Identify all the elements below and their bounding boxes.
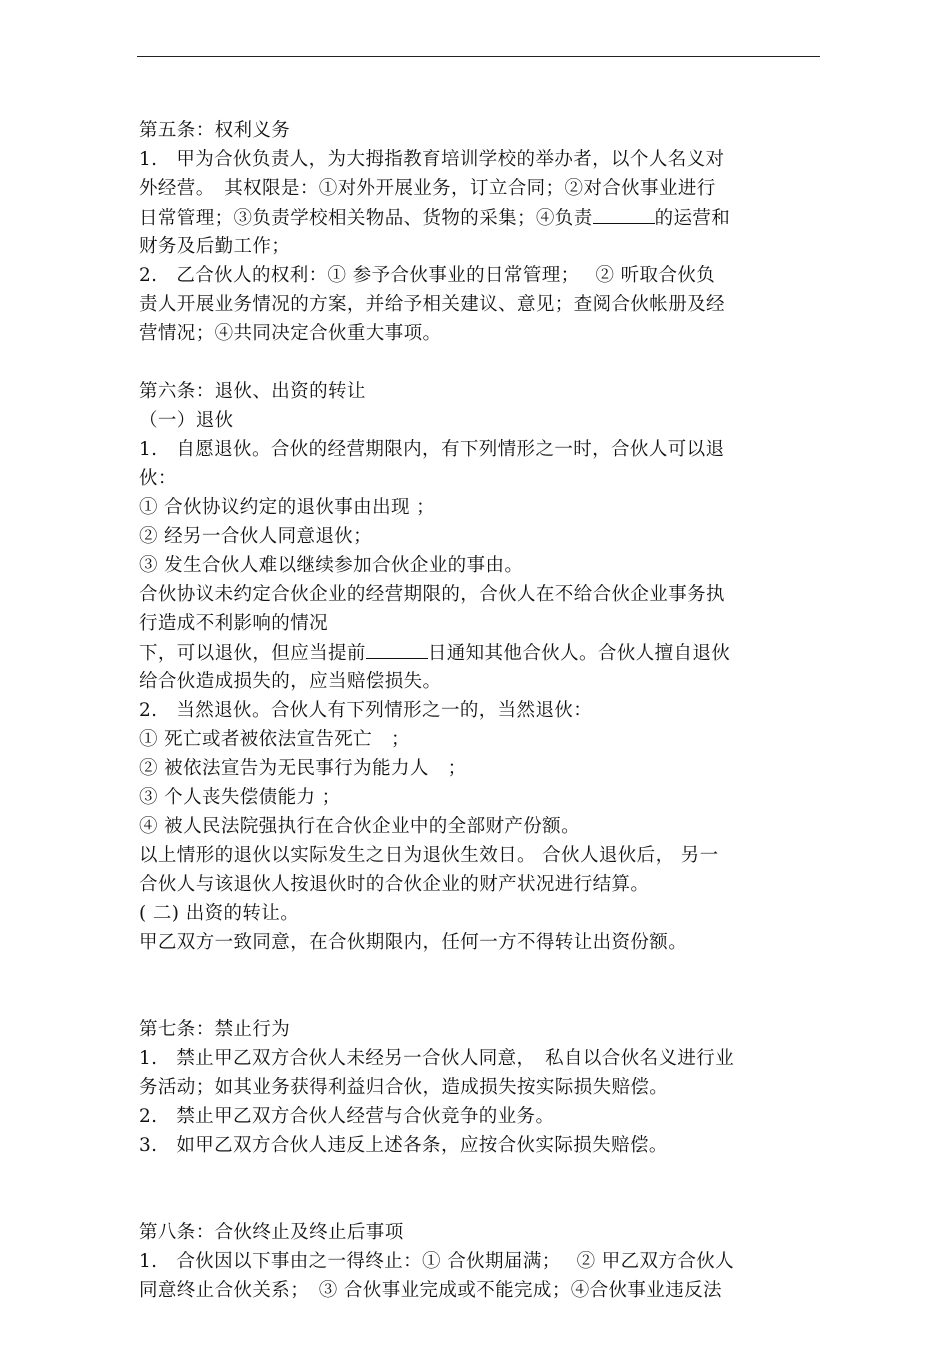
- article-6-title: 第六条：退伙、出资的转让: [139, 381, 366, 402]
- article-5-line: [139, 203, 821, 232]
- article-7-line: 务活动；如其业务获得利益归合伙，造成损失按实际损失赔偿。: [139, 1077, 669, 1098]
- article-6-line: 1. 自愿退伙。合伙的经营期限内，有下列情形之一时，合伙人可以退: [139, 439, 725, 460]
- article-6-line: ① 死亡或者被依法宣告死亡 ；: [139, 729, 410, 750]
- article-7-line: 2. 禁止甲乙双方合伙人经营与合伙竞争的业务。: [139, 1106, 555, 1127]
- article-6-line: ① 合伙协议约定的退伙事由出现 ；: [139, 497, 436, 518]
- document-body: [139, 116, 821, 1305]
- spacer: [139, 348, 821, 377]
- article-5-title: 第五条：权利义务: [139, 120, 291, 141]
- article-6-line-text: 日通知其他合伙人。合伙人擅自退伙: [427, 643, 731, 664]
- spacer: [139, 1160, 821, 1218]
- article-8-line: 同意终止合伙关系； ③ 合伙事业完成或不能完成；④合伙事业违反法: [139, 1280, 722, 1301]
- article-8-line: 1. 合伙因以下事由之一得终止：① 合伙期届满； ② 甲乙双方合伙人: [139, 1251, 735, 1272]
- article-5-line: 财务及后勤工作；: [139, 236, 291, 257]
- article-6-line: [139, 638, 821, 667]
- article-6-line: 2. 当然退伙。合伙人有下列情形之一的，当然退伙：: [139, 700, 593, 721]
- article-5-line: 责人开展业务情况的方案，并给予相关建议、意见；查阅合伙帐册及经: [139, 294, 725, 315]
- article-6-line: 合伙协议未约定合伙企业的经营期限的，合伙人在不给合伙企业事务执: [139, 584, 725, 605]
- article-6-line: 甲乙双方一致同意，在合伙期限内，任何一方不得转让出资份额。: [139, 932, 688, 953]
- fill-in-blank: [593, 203, 655, 224]
- header-rule: [137, 56, 820, 57]
- article-5-line: 1. 甲为合伙负责人，为大拇指教育培训学校的举办者，以个人名义对: [139, 149, 725, 170]
- article-5-line-text: 日常管理；③负责学校相关物品、货物的采集；④负责: [139, 208, 593, 229]
- article-6-line: ③ 个人丧失偿债能力 ；: [139, 787, 341, 808]
- article-5-line: 营情况；④共同决定合伙重大事项。: [139, 323, 442, 344]
- article-5-line-text: 的运营和: [654, 208, 731, 229]
- article-7-title: 第七条：禁止行为: [139, 1019, 291, 1040]
- article-6-line: ② 经另一合伙人同意退伙；: [139, 526, 373, 547]
- article-6-line: 合伙人与该退伙人按退伙时的合伙企业的财产状况进行结算。: [139, 874, 650, 895]
- article-6-subtitle: （一）退伙: [139, 410, 234, 431]
- article-5-line: 外经营。 其权限是：①对外开展业务，订立合同；②对合伙事业进行: [139, 178, 716, 199]
- article-7-line: 1. 禁止甲乙双方合伙人未经另一合伙人同意， 私自以合伙名义进行业: [139, 1048, 735, 1069]
- article-6-line-text: 下，可以退伙，但应当提前: [139, 643, 366, 664]
- article-6-line: ③ 发生合伙人难以继续参加合伙企业的事由。: [139, 555, 524, 576]
- fill-in-blank: [366, 638, 428, 659]
- article-6-subtitle: ( 二) 出资的转让。: [139, 903, 300, 924]
- article-7-line: 3. 如甲乙双方合伙人违反上述各条，应按合伙实际损失赔偿。: [139, 1135, 668, 1156]
- article-6-line: 以上情形的退伙以实际发生之日为退伙生效日。 合伙人退伙后， 另一: [139, 845, 719, 866]
- article-6-line: ④ 被人民法院强执行在合伙企业中的全部财产份额。: [139, 816, 580, 837]
- article-8-title: 第八条：合伙终止及终止后事项: [139, 1222, 404, 1243]
- article-6-line: 给合伙造成损失的，应当赔偿损失。: [139, 671, 442, 692]
- article-5-line: 2. 乙合伙人的权利：① 参予合伙事业的日常管理； ② 听取合伙负: [139, 265, 716, 286]
- spacer: [139, 957, 821, 1015]
- article-6-line: 行造成不利影响的情况: [139, 613, 329, 634]
- article-6-line: ② 被依法宣告为无民事行为能力人 ；: [139, 758, 467, 779]
- article-6-line: 伙：: [139, 468, 177, 489]
